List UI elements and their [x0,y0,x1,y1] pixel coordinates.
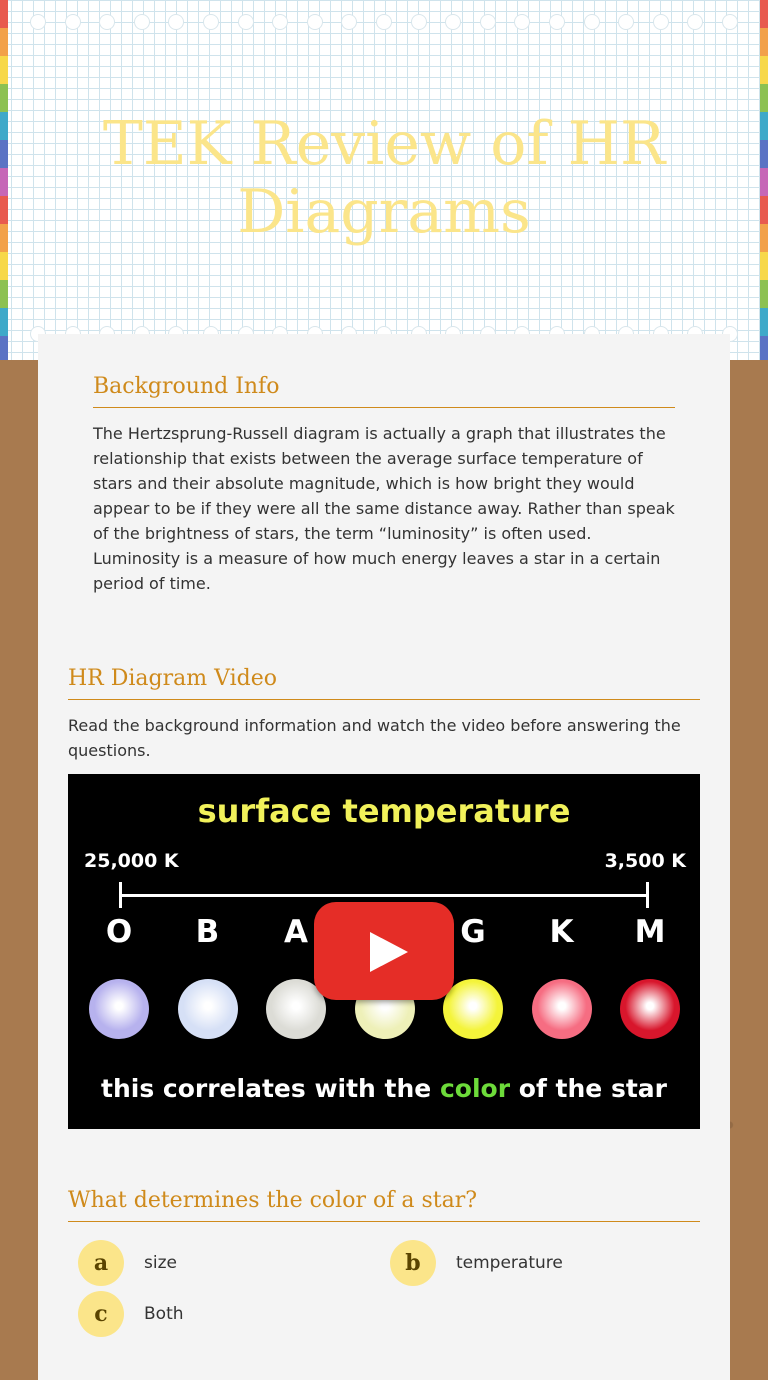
video-temp-right: 3,500 K [604,850,686,872]
star-orb-m [620,979,680,1039]
caption-before: this correlates with the [101,1074,432,1103]
choice-a-badge: a [78,1240,124,1286]
play-triangle-icon [370,932,408,972]
axis-tick-right [646,882,649,908]
choice-c-badge: c [78,1291,124,1337]
video-caption [68,1074,700,1103]
choice-b-label: temperature [456,1253,563,1273]
hr-video-heading: HR Diagram Video [68,666,700,700]
spectral-class-a: A [284,914,308,950]
spectral-class-m: M [634,914,666,950]
choice-c[interactable] [78,1291,184,1337]
star-orb-o [89,979,149,1039]
background-info-text: The Hertzsprung-Russell diagram is actually a graph that illustrates the relationship that exists between the average surface temperature of stars and their absolute magnitude, which is how bright they would appear to be if they were all the same distance away. Rather than speak of the brightness of stars, the term “luminosity” is often used. Luminosity is a measure of how much energy leaves a star in a certain period of time. [93,424,675,593]
youtube-video-player[interactable] [68,774,700,1129]
caption-after: of the star [518,1074,667,1103]
temperature-axis [120,894,648,897]
axis-tick-left [119,882,122,908]
spectral-class-o: O [105,914,133,950]
video-frame-title: surface temperature [197,792,571,830]
question-heading: What determines the color of a star? [68,1188,700,1222]
choice-a[interactable] [78,1240,177,1286]
choice-c-label: Both [144,1304,184,1324]
choice-b-badge: b [390,1240,436,1286]
choice-b[interactable] [390,1240,563,1286]
page-title: TEK Review of HR Diagrams [102,109,666,247]
star-orb-g [443,979,503,1039]
spectral-class-g: G [460,914,486,950]
choice-a-label: size [144,1253,177,1273]
binder-holes-top [30,14,738,32]
caption-highlight: color [439,1074,511,1103]
worksheet-card [38,334,730,1380]
spectral-class-k: K [549,914,574,950]
video-instructions: Read the background information and watch the video before answering the questions. [68,716,681,760]
star-orb-b [178,979,238,1039]
video-temp-left: 25,000 K [84,850,179,872]
background-info-heading: Background Info [93,374,675,408]
spectral-class-b: B [195,914,220,950]
youtube-play-icon[interactable] [314,902,454,1000]
graph-paper-header [0,0,768,360]
star-orb-k [532,979,592,1039]
